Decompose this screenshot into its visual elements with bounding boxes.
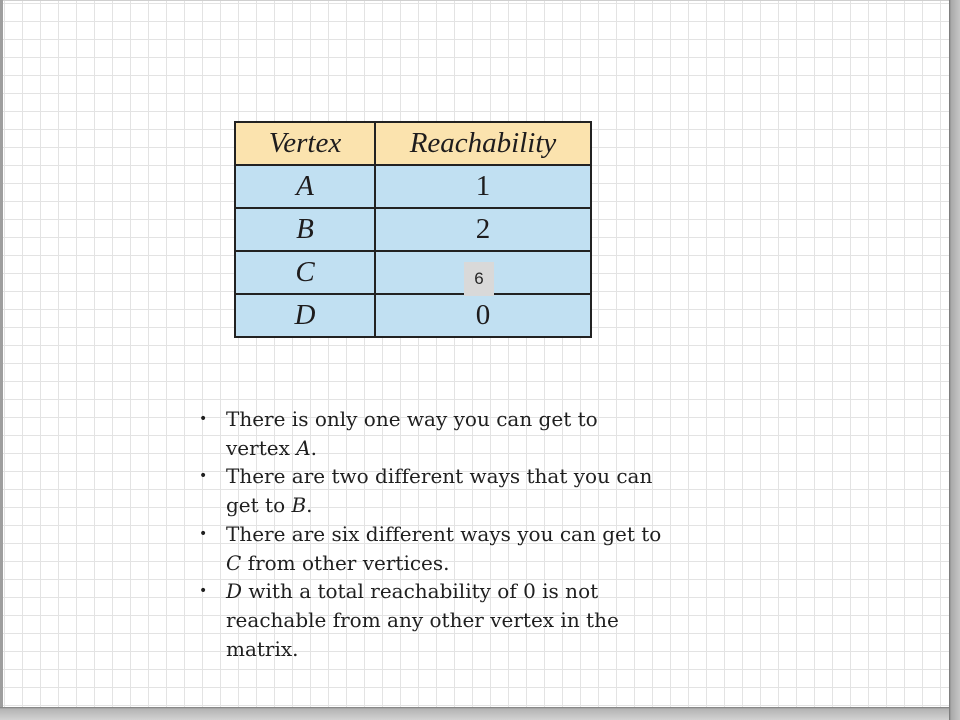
reachability-cell: 2 [475,213,491,245]
bullet-marker [199,520,211,549]
reachability-table [234,121,592,338]
bullet-marker [199,577,211,606]
table-row [236,250,590,293]
bullet-vertex-name: D [226,579,243,604]
bullet-vertex-name: B [291,493,307,518]
reachability-cell: 0 [475,299,491,331]
table-header-row [236,123,590,164]
bullet-text: There is only one way you can get to vertex [226,407,598,460]
bullet-item [226,520,669,577]
bullet-list [226,405,669,663]
slide-edge-shadow-bottom [0,707,949,720]
bullet-text-end: . [306,493,313,518]
bullet-text-end: with a total reachability of 0 is not reachable from any other vertex in the matrix. [226,579,619,661]
bullet-text: There are six different ways you can get to [226,521,662,546]
header-reachability: Reachability [409,127,557,159]
table-row [236,207,590,250]
answer-box: 6 [464,262,494,296]
bullet-text-end: . [310,435,318,460]
vertex-cell: A [236,166,376,207]
header-vertex: Vertex [236,123,376,164]
bullet-item [226,462,669,519]
reachability-cell: 1 [475,170,491,202]
table-row [236,293,590,336]
bullet-vertex-name: A [296,435,311,460]
table-row [236,164,590,207]
bullet-marker [199,462,211,491]
bullet-text: There are two different ways that you can get to [226,464,653,518]
vertex-cell: D [236,295,376,336]
bullet-item [226,405,631,462]
bullet-marker [199,405,211,434]
bullet-vertex-name: C [226,550,242,575]
bullet-text-end: from other vertices. [241,550,450,575]
bullet-item [226,577,657,663]
slide-edge-shadow-right [949,0,960,720]
vertex-cell: B [236,209,376,250]
vertex-cell: C [236,252,376,293]
